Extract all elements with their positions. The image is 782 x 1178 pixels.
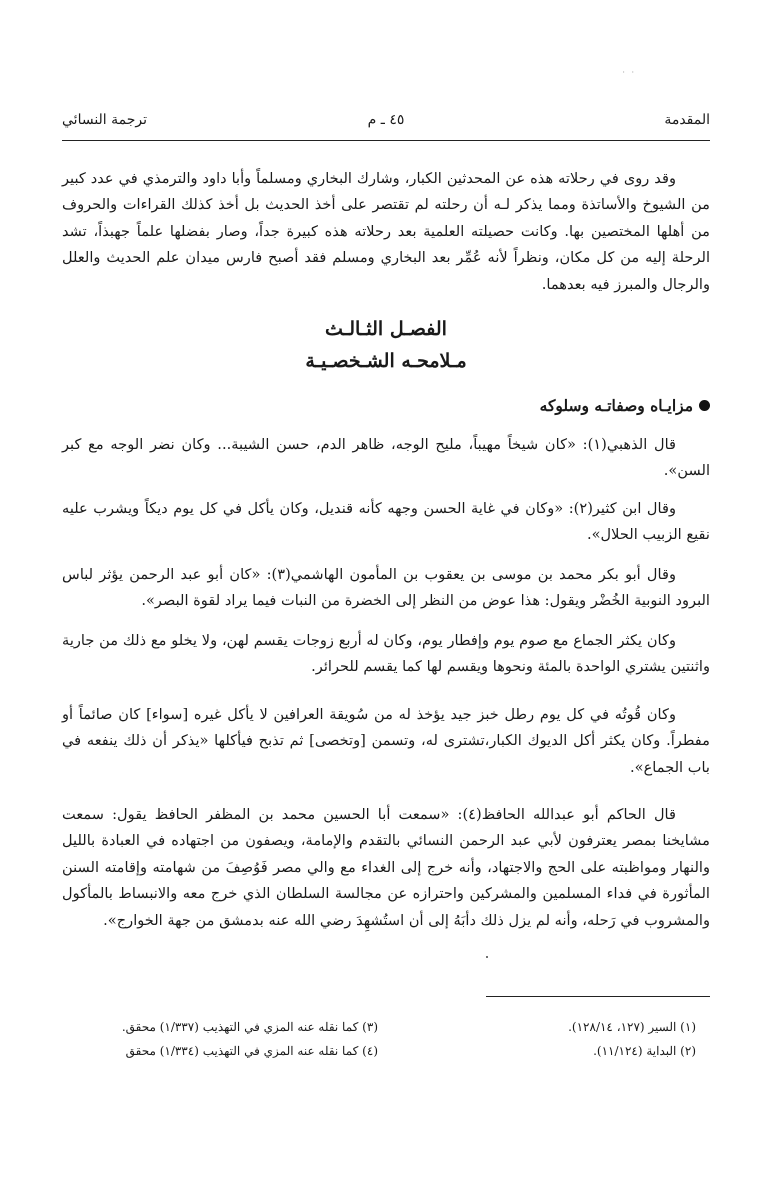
footnote-3: (٣) كما نقله عنه المزي في التهذيب (١/٣٣٧) محقق.	[121, 1020, 378, 1034]
paragraph-dhahabi: قال الذهبي(١): «كان شيخاً مهيباً، مليح الوجه، ظاهر الدم، حسن الشيبة... وكان نضر الوجه مع كبر السن».	[62, 436, 710, 480]
running-header	[62, 112, 710, 134]
section-heading	[540, 396, 710, 415]
footnote-2: (٢) البداية (١١/١٢٤).	[593, 1044, 696, 1058]
ink-dot	[486, 956, 488, 958]
section-heading-text: مزايـاه وصفاتـه وسلوكه	[539, 396, 693, 415]
scan-speck: · ·	[622, 68, 636, 77]
header-section-name: المقدمة	[664, 112, 710, 128]
paragraph-diet: وكان قُوتُه في كل يوم رطل خبز جيد يؤخذ له من سُويقة العرافين لا يأكل غيره [سواء] كان صائماً أو مفطراً. وكان يكثر أكل الديوك الكبار،تشترى له، وتسمن [وتخصى] ثم تذبح فيأكلها «يذكر أن ذلك ينفعه في باب الجماع».	[62, 706, 710, 776]
paragraph-ibn-kathir: وقال ابن كثير(٢): «وكان في غاية الحسن وجهه كأنه قنديل، وكان يأكل في كل يوم ديكاً ويشرب عليه نقيع الزبيب الحلال».	[62, 500, 710, 544]
footnote-rule	[486, 996, 710, 997]
chapter-title: الفصـل الثـالـث	[325, 318, 447, 340]
bullet-icon	[699, 400, 710, 411]
footnote-1: (١) السير (١٢٧، ١٢٨/١٤).	[568, 1020, 696, 1034]
paragraph-hashimi: وقال أبو بكر محمد بن موسى بن يعقوب بن المأمون الهاشمي(٣): «كان أبو عبد الرحمن يؤثر لباس البرود النوبية الخُضْر ويقول: هذا عوض من النظر إلى الخضرة من النبات فيما يراد لقوة البصر».	[62, 566, 710, 610]
paragraph-travels: وقد روى في رحلاته هذه عن المحدثين الكبار، وشارك البخاري ومسلماً وأبا داود والترمذي في عدد كبير من الشيوخ والأساتذة ومما يذكر لـه أن رحلته لم تقتصر على أخذ الحديث بل أخذ كذلك القراءات والحروف من أهلها المختصين بها. وكانت حصيلته العلمية بعد رحلاته هذه كبيرة جداً، وصار بفضلها علماً جهبذاً، تشد الرحلة إليه من كل مكان، ونظراً لأنه عُمِّر بعد البخاري ومسلم فقد أصبح فارس ميدان علم الحديث والعلل والرجال والمبرز فيه بعدهما.	[62, 170, 710, 293]
header-book-title: ترجمة النسائي	[62, 112, 148, 128]
page-number: ٤٥ ـ م	[367, 112, 405, 128]
paragraph-marriage: وكان يكثر الجماع مع صوم يوم وإفطار يوم، وكان له أربع زوجات يقسم لهن، ولا يخلو مع ذلك من جارية واثنتين يشتري الواحدة بالمئة ونحوها ويقسم لها كما يقسم للحرائر.	[62, 632, 710, 676]
header-rule	[62, 140, 710, 141]
footnote-4: (٤) كما نقله عنه المزي في التهذيب (١/٣٣٤) محقق	[125, 1044, 378, 1058]
chapter-subtitle: مـلامحـه الشـخصـيـة	[305, 350, 467, 372]
paragraph-hakim: قال الحاكم أبو عبدالله الحافظ(٤): «سمعت أبا الحسين محمد بن المظفر الحافظ يقول: سمعت مشايخنا بمصر يعترفون لأبي عبد الرحمن النسائي بالتقدم والإمامة، ويصفون من اجتهاده في العبادة بالليل والنهار ومواظبته على الحج والاجتهاد، وأنه خرج إلى الغداء مع والي مصر فَوُصِفَ من شهامته وإقامته السنن المأثورة في فداء المسلمين والمشركين واحترازه عن مجالسة السلطان الذي خرج معه والانبساط بالمأكول والمشروب في رَحله، وأنه لم يزل ذلك دأبَهُ إلى أن استُشهِدَ رضي الله عنه بدمشق من جهة الخوارج».	[62, 806, 710, 929]
